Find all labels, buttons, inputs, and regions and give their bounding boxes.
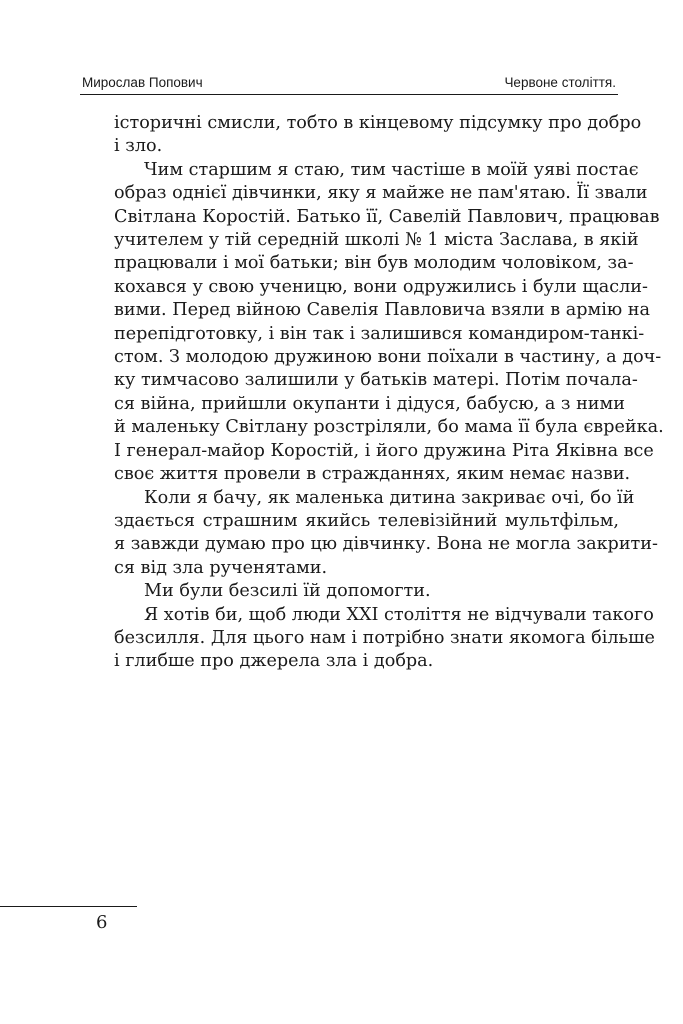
page-number: 6: [96, 912, 108, 933]
text-line: ку тимчасово залишили у батьків матері. Потім почала-: [114, 370, 638, 391]
text-line: і глибше про джерела зла і добра.: [114, 651, 434, 672]
text-line: стом. З молодою дружиною вони поїхали в частину, а доч-: [114, 347, 662, 368]
paragraph: [114, 159, 664, 487]
text-line: безсилля. Для цього нам і потрібно знати якомога більше: [114, 627, 655, 648]
text-line: перепідготовку, і він так і залишився командиром-танкі-: [114, 323, 645, 344]
text-line: ся від зла рученятами.: [114, 557, 328, 578]
text-line: Коли я бачу, як маленька дитина закриває очі, бо їй: [144, 487, 635, 508]
text-line: кохався у свою ученицю, вони одружились і були щасли-: [114, 276, 648, 297]
running-head-author: Мирослав Попович: [82, 75, 203, 90]
paragraph: [114, 604, 655, 674]
text-line: учителем у тій середній школі № 1 міста Заслава, в якій: [114, 230, 639, 251]
body-text: [114, 112, 664, 674]
text-line: історичні смисли, тобто в кінцевому підсумку про добро: [114, 113, 642, 133]
text-line: працювали і мої батьки; він був молодим чоловіком, за-: [114, 253, 634, 274]
text-line: здається страшним якийсь телевізійний мультфільм,: [114, 510, 619, 531]
text-line: І генерал-майор Коростій, і його дружина Ріта Яківна все: [114, 440, 654, 461]
running-head: [80, 72, 618, 94]
text-line: Світлана Коростій. Батько її, Савелій Павлович, працював: [114, 206, 660, 227]
text-line: і зло.: [114, 136, 163, 157]
text-line: Ми були безсилі їй допомогти.: [144, 581, 431, 602]
running-head-book-title: Червоне століття.: [504, 75, 616, 90]
text-line: образ однієї дівчинки, яку я майже не пам'ятаю. Її звали: [114, 183, 648, 204]
text-line: ся війна, прийшли окупанти і дідуся, бабусю, а з ними: [114, 393, 625, 414]
text-line: я завжди думаю про цю дівчинку. Вона не могла закрити-: [114, 534, 658, 555]
text-line: Я хотів би, щоб люди ХХІ століття не відчували такого: [144, 604, 654, 625]
text-line: вими. Перед війною Савелія Павловича взяли в армію на: [114, 300, 650, 321]
footer-rule: [0, 906, 137, 907]
text-line: й маленьку Світлану розстріляли, бо мама її була єврейка.: [114, 417, 664, 438]
paragraph: [114, 487, 658, 581]
paragraph: [114, 112, 642, 159]
text-line: Чим старшим я стаю, тим частіше в моїй уяві постає: [144, 159, 639, 180]
paragraph: [114, 580, 619, 603]
header-rule: [80, 94, 618, 95]
text-line: своє життя провели в стражданнях, яким немає назви.: [114, 464, 631, 485]
